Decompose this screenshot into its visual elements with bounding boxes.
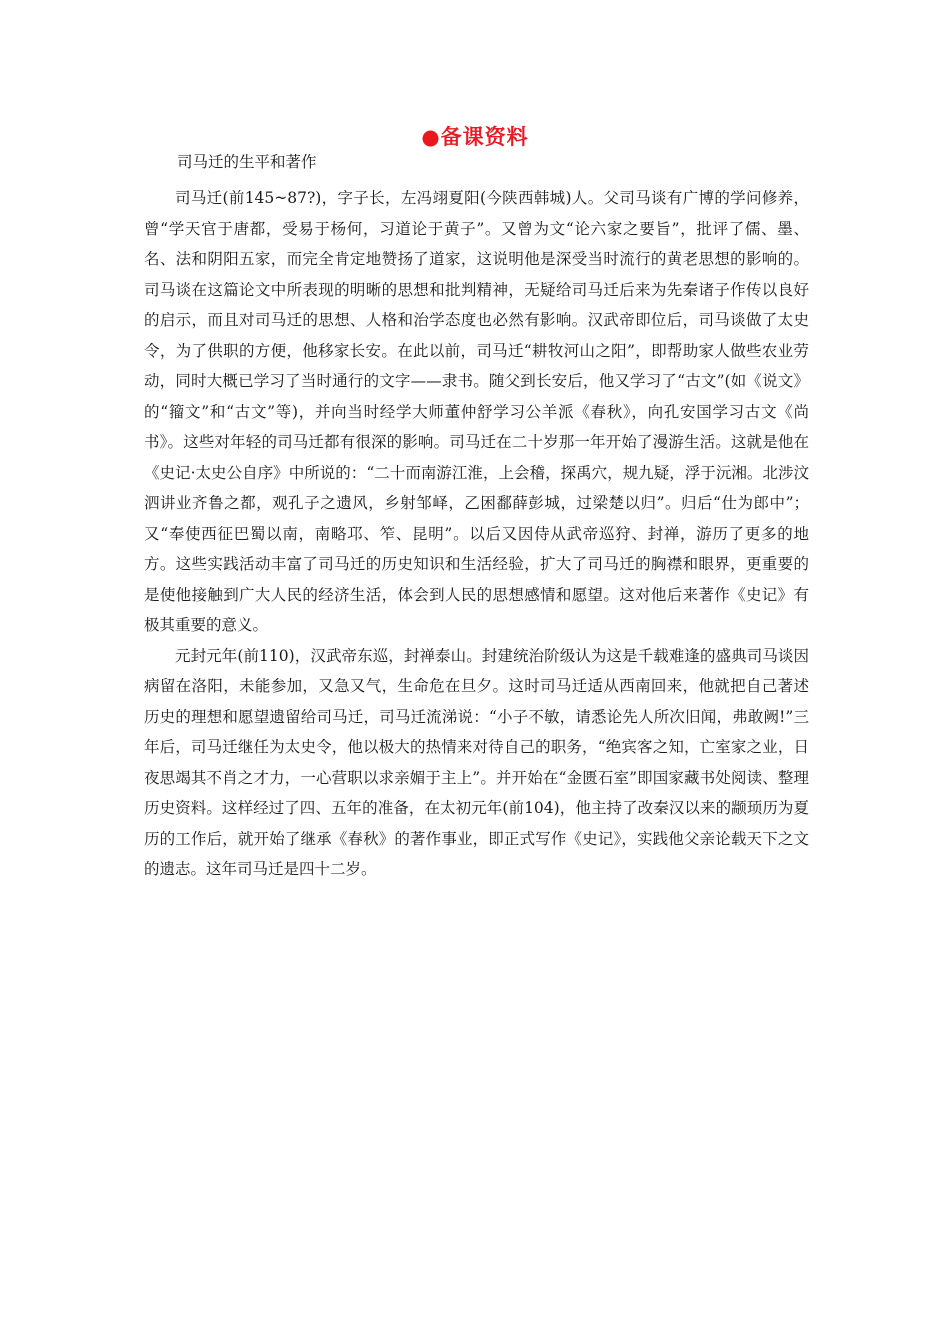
article-body: [144, 183, 809, 885]
paragraph-biography-early: 司马迁(前145~87?)，字子长，左冯翊夏阳(今陕西韩城)人。父司马谈有广博的学问修养，曾“学天官于唐都，受易于杨何，习道论于黄子”。又曾为文“论六家之要旨”，批评了儒、墨、名、法和阴阳五家，而完全肯定地赞扬了道家，这说明他是深受当时流行的黄老思想的影响的。司马谈在这篇论文中所表现的明晰的思想和批判精神，无疑给司马迁后来为先秦诸子作传以良好的启示，而且对司马迁的思想、人格和治学态度也必然有影响。汉武帝即位后，司马谈做了太史令，为了供职的方便，他移家长安。在此以前，司马迁“耕牧河山之阳”，即帮助家人做些农业劳动，同时大概已学习了当时通行的文字——隶书。随父到长安后，他又学习了“古文”(如《说文》的“籀文”和“古文”等)，并向当时经学大师董仲舒学习公羊派《春秋》，向孔安国学习古文《尚书》。这些对年轻的司马迁都有很深的影响。司马迁在二十岁那一年开始了漫游生活。这就是他在《史记·太史公自序》中所说的：“二十而南游江淮，上会稽，探禹穴，规九疑，浮于沅湘。北涉汶泗讲业齐鲁之都，观孔子之遗风，乡射邹峄，乙困鄱薛彭城，过梁楚以归”。归后“仕为郎中”；又“奉使西征巴蜀以南，南略邛、笮、昆明”。以后又因侍从武帝巡狩、封禅，游历了更多的地方。这些实践活动丰富了司马迁的历史知识和生活经验，扩大了司马迁的胸襟和眼界，更重要的是使他接触到广大人民的经济生活，体会到人民的思想感情和愿望。这对他后来著作《史记》有极其重要的意义。: [144, 189, 809, 634]
article-title: 司马迁的生平和著作: [177, 153, 317, 171]
section-heading: ●备课资料: [421, 125, 529, 149]
paragraph-biography-shiji: 元封元年(前110)，汉武帝东巡，封禅泰山。封建统治阶级认为这是千载难逢的盛典司马谈因病留在洛阳，未能参加，又急又气，生命危在旦夕。这时司马迁适从西南回来，他就把自己著述历史的理想和愿望遗留给司马迁，司马迁流涕说：“小子不敏，请悉论先人所次旧闻，弗敢阙!”三年后，司马迁继任为太史令，他以极大的热情来对待自己的职务，“绝宾客之知，亡室家之业，日夜思竭其不肖之才力，一心营职以求亲媚于主上”。并开始在“金匮石室”即国家藏书处阅读、整理历史资料。这样经过了四、五年的准备，在太初元年(前104)，他主持了改秦汉以来的颛顼历为夏历的工作后，就开始了继承《春秋》的著作事业，即正式写作《史记》，实践他父亲论载天下之文的遗志。这年司马迁是四十二岁。: [144, 646, 809, 878]
